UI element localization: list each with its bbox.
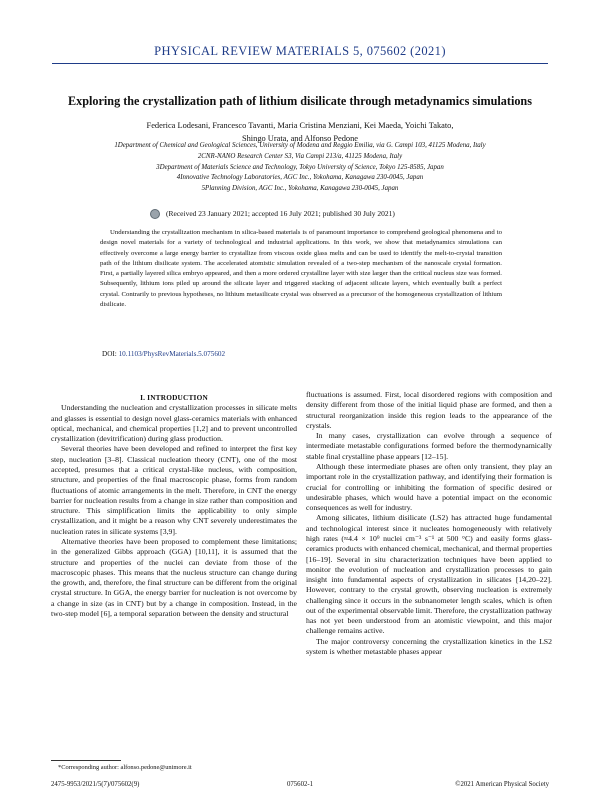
dates-text: (Received 23 January 2021; accepted 16 July 2021; published 30 July 2021)	[166, 209, 395, 218]
page-footer	[51, 781, 549, 791]
affiliation-5: 5Planning Division, AGC Inc., Yokohama, Kanagawa 230-0045, Japan	[201, 185, 399, 193]
left-column	[51, 393, 297, 619]
journal-header: PHYSICAL REVIEW MATERIALS 5, 075602 (2021)	[154, 44, 446, 58]
footnote: *Corresponding author: alfonso.pedone@unimore.it	[58, 764, 192, 771]
abstract: Understanding the crystallization mechanism in silica-based materials is of paramount importance to comprehend geological phenomena and to design novel materials for a variety of technological and industrial applications. In this work, we show that metadynamics simulations can effectively overcome a large energy barrier to crystallize from viscous oxide glass melts and can be used to identify the melt-to-crystal transition path of the lithium disilicate system. The accelerated atomistic simulation revealed of a two-step mechanism of the nanoscale crystal formation. First, a partially layered silica embryo appeared, and then a more ordered crystalline layer with size larger than the critical nucleus size was formed. Subsequently, lithium ions piled up around the silicate layer and triggered stacking of adjacent silicate layers, which eventually built a perfect crystal. Contrarily to previous hypotheses, no lithium metasilicate crystal was observed as a precursor of the homogeneous crystallization of lithium disilicate.	[100, 229, 502, 309]
paper-title: Exploring the crystallization path of lithium disilicate through metadynamics simulations	[68, 94, 532, 108]
affiliations	[20, 141, 580, 195]
paragraph: The major controversy concerning the crystallization kinetics in the LS2 system is whether metastable phases appear	[306, 636, 552, 657]
footer-issn: 2475-9953/2021/5(7)/075602(9)	[51, 781, 140, 788]
crossmark-icon[interactable]	[150, 209, 160, 219]
doi-line	[102, 350, 225, 358]
paragraph: Alternative theories have been proposed to complement these limitations; in the generalized Gibbs approach (GGA) [10,11], it is assumed that the structure and properties of the nuclei can deviate from those of the macroscopic phases. This means that the nucleus structure can change during the growth, and, therefore, the final structure can be different from the original crystal structure. In GGA, the energy barrier for nucleation is not overcome by a change in size (as in CNT) but by a change in composition. Instead, in the two-step model [6], a temporal separation between the density and structural	[51, 536, 297, 618]
header-rule	[52, 63, 548, 64]
affiliation-4: 4Innovative Technology Laboratories, AGC Inc., Yokohama, Kanagawa 230-0045, Japan	[176, 174, 424, 182]
paragraph: Although these intermediate phases are often only transient, they play an important role in the crystallization pathway, and identifying their formation is crucial for controlling or inhibiting the formation of specific desired or undesirable phases, which would have a potential impact on the economic consequences as well for industry.	[306, 461, 552, 513]
publication-dates	[150, 208, 460, 220]
footnote-rule	[51, 760, 121, 761]
affiliation-1: 1Department of Chemical and Geological Sciences, University of Modena and Reggio Emilia, via G. Campi 103, 41125 Modena, Italy	[114, 142, 486, 149]
affiliation-3: 3Department of Materials Science and Technology, Tokyo University of Science, Tokyo 125-8585, Japan	[156, 163, 444, 171]
right-column	[306, 390, 552, 657]
paragraph: fluctuations is assumed. First, local disordered regions with composition and density different from those of the initial liquid phase are formed, and then a structural reorganization inside this region leads to the appearance of the crystals.	[306, 390, 552, 430]
doi-link[interactable]: 10.1103/PhysRevMaterials.5.075602	[118, 350, 226, 358]
section-heading: I. INTRODUCTION	[140, 393, 208, 402]
author-line-2: Shingo Urata, and Alfonso Pedone	[241, 133, 359, 143]
paragraph: Understanding the nucleation and crystallization processes in silicate melts and glasses is essential to design novel glass-ceramics materials with enhanced optical, mechanical, and chemical properties [1,2] and to prevent uncontrolled crystallization (devitrification) during glass production.	[51, 403, 297, 444]
paragraph: Several theories have been developed and refined to interpret the first key step, nucleation [3–8]. Classical nucleation theory (CNT), one of the most accepted, presumes that a critical crystal-like nucleus, with composition, structure, and properties of the final macroscopic phase, forms from random fluctuations of atomic arrangements in the melt. Therefore, in CNT the energy barrier for nucleation results from a change in size rather than composition and structure. This simplification limits the applicability to only simple crystallization, and it might be a reason why CNT severely underestimates the nucleation rates in silicate systems [3,9].	[51, 444, 297, 536]
author-line-1: Federica Lodesani, Francesco Tavanti, Maria Cristina Menziani, Kei Maeda, Yoichi Takato,	[146, 121, 454, 130]
paragraph: In many cases, crystallization can evolve through a sequence of intermediate metastable configurations formed before the thermodynamically stable final crystalline phase appears [12–15].	[306, 431, 552, 461]
copyright: ©2021 American Physical Society	[455, 781, 549, 788]
affiliation-2: 2CNR-NANO Research Center S3, Via Campi 213/a, 41125 Modena, Italy	[197, 152, 403, 160]
paragraph: Among silicates, lithium disilicate (LS2) has attracted huge fundamental and technological interest since it nucleates homogeneously with relatively high rates (≈4.4 × 10⁹ nuclei cm⁻³ s⁻¹ at 500 °C) and easily forms glass-ceramics products with enhanced chemical, mechanical, and thermal properties [16–19]. Several in situ characterization techniques have been applied to monitor the evolution of nucleation and crystallization processes to gain insight into fundamental aspects of crystallization in silicates [14,20–22]. However, contrary to the crystal growth, observing nucleation is extremely challenging since it occurs in the subnanometer length scales, which is often out of the experimental observable limit. Therefore, the crystallization pathway has not yet been understood from an atomistic viewpoint, and this major challenge remains active.	[306, 513, 552, 636]
page-number: 075602-1	[286, 781, 314, 788]
doi-label: DOI:	[102, 350, 117, 358]
